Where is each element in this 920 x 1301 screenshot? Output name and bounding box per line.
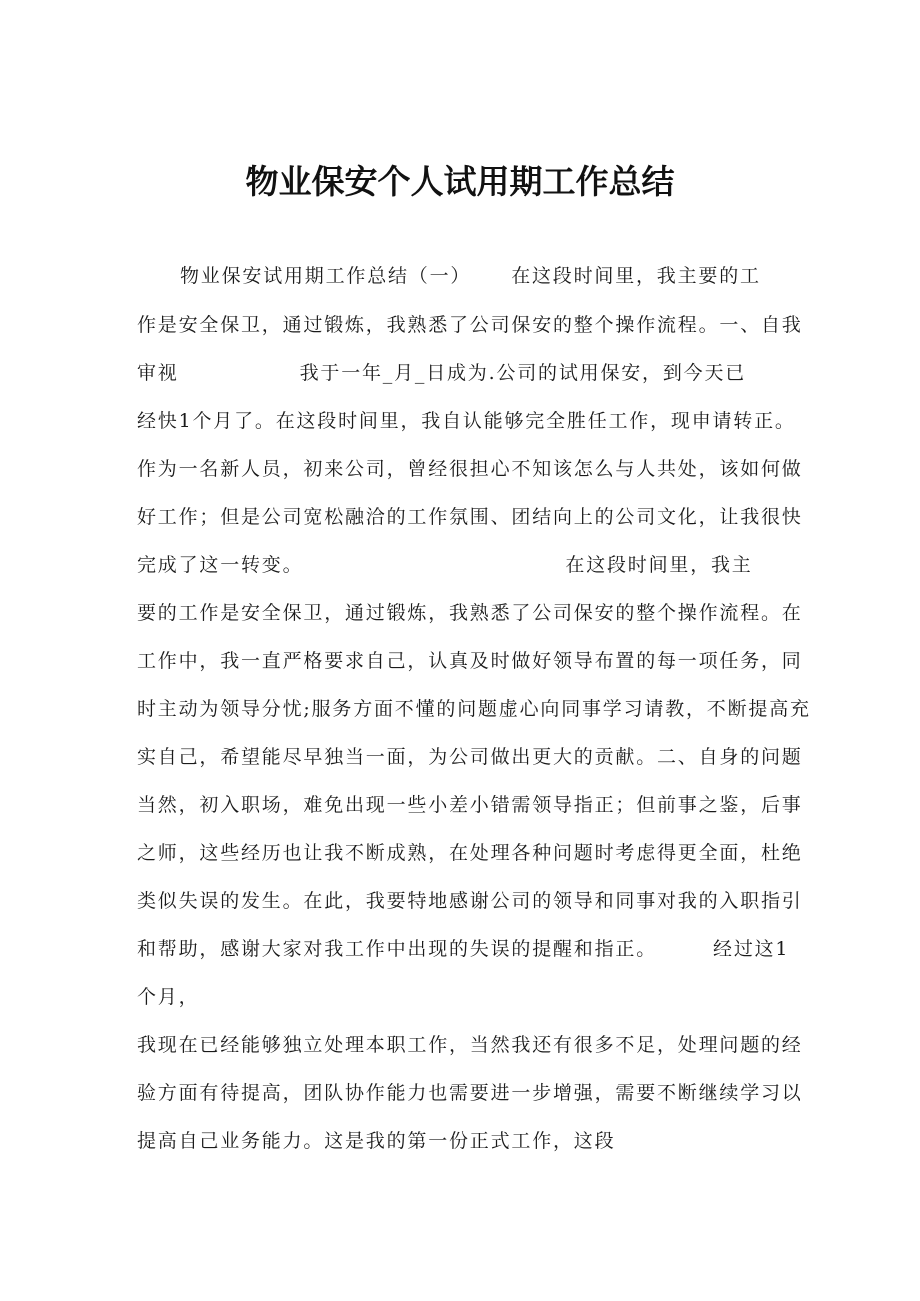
line-segment: 作为一名新人员，初来公司，曾经很担心不知该怎么与人共处，该如何做 <box>137 458 803 480</box>
body-line <box>137 1078 803 1108</box>
body-line <box>137 310 803 340</box>
line-segment: 物业保安试用期工作总结（一） <box>180 265 472 287</box>
line-segment: 时主动为领导分忧;服务方面不懂的问题虚心向同事学习请教，不断提高充 <box>137 698 811 720</box>
line-segment: 个月， <box>137 986 200 1008</box>
line-segment: 当然，初入职场，难免出现一些小差小错需领导指正；但前事之鉴，后事 <box>137 794 803 816</box>
line-segment: 之师，这些经历也让我不断成熟，在处理各种问题时考虑得更全面，杜绝 <box>137 842 803 864</box>
body-line <box>137 1030 803 1060</box>
line-segment: 类似失误的发生。在此，我要特地感谢公司的领导和同事对我的入职指引 <box>137 890 803 912</box>
body-line <box>137 790 803 820</box>
line-segment: 在这段时间里，我主要的工 <box>511 265 761 287</box>
line-segment: 提高自己业务能力。这是我的第一份正式工作，这段 <box>137 1130 616 1152</box>
body-line <box>137 358 746 388</box>
line-segment: 审视 <box>137 362 179 384</box>
line-segment: 验方面有待提高，团队协作能力也需要进一步增强，需要不断继续学习以 <box>137 1082 803 1104</box>
body-line <box>137 982 199 1012</box>
body-line <box>180 261 761 291</box>
line-segment: 要的工作是安全保卫，通过锻炼，我熟悉了公司保安的整个操作流程。在 <box>137 602 803 624</box>
line-segment: 好工作；但是公司宽松融洽的工作氛围、团结向上的公司文化，让我很快 <box>137 506 803 528</box>
body-line <box>137 598 803 628</box>
document-title: 物业保安个人试用期工作总结 <box>245 162 675 201</box>
body-line <box>137 838 803 868</box>
body-line <box>137 886 803 916</box>
line-segment: 完成了这一转变。 <box>137 554 304 576</box>
body-line <box>137 934 789 964</box>
body-line <box>137 454 803 484</box>
body-line <box>137 742 803 772</box>
body-line <box>137 646 803 676</box>
body-line <box>137 406 796 436</box>
line-segment: 我现在已经能够独立处理本职工作，当然我还有很多不足，处理问题的经 <box>137 1034 803 1056</box>
body-line <box>137 502 803 532</box>
body-line <box>137 550 753 580</box>
line-segment: 和帮助，感谢大家对我工作中出现的失误的提醒和指正。 <box>137 938 658 960</box>
line-segment: 在这段时间里，我主 <box>565 554 753 576</box>
line-segment: 工作中，我一直严格要求自己，认真及时做好领导布置的每一项任务，同 <box>137 650 803 672</box>
body-line <box>137 1126 615 1156</box>
line-segment: 作是安全保卫，通过锻炼，我熟悉了公司保安的整个操作流程。一、自我 <box>137 314 803 336</box>
line-segment: 经过这1 <box>713 938 790 960</box>
body-line <box>137 694 811 724</box>
line-segment: 我于一年_月_日成为.公司的试用保安，到今天已 <box>299 362 747 384</box>
line-segment: 经快1个月了。在这段时间里，我自认能够完全胜任工作，现申请转正。 <box>137 410 796 432</box>
line-segment: 实自己，希望能尽早独当一面，为公司做出更大的贡献。二、自身的问题 <box>137 746 803 768</box>
